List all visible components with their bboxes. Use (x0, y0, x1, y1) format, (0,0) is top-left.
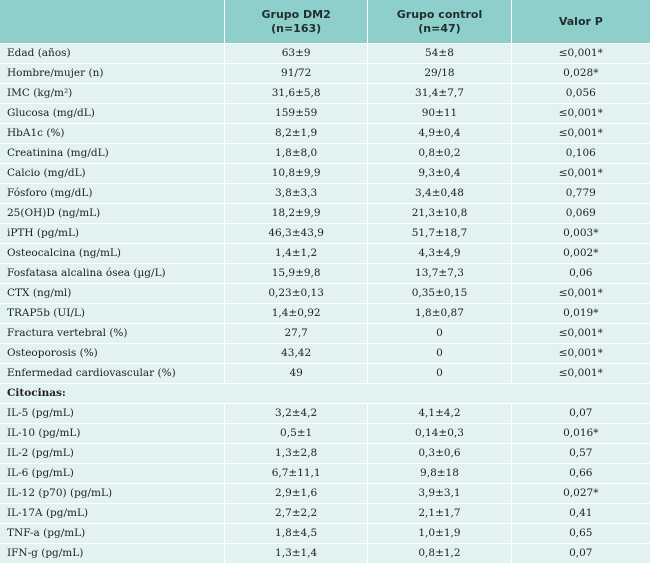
cell-dm2: 18,2±9,9 (224, 204, 367, 223)
cell-dm2: 10,8±9,9 (224, 164, 367, 183)
cell-pvalue: 0,07 (511, 404, 650, 423)
cell-variable: IL-10 (pg/mL) (7, 427, 81, 439)
table-row (0, 484, 650, 504)
cell-dm2: 3,8±3,3 (224, 184, 367, 203)
table-row (0, 244, 650, 264)
cell-dm2: 1,3±2,8 (224, 444, 367, 463)
table-row (0, 44, 650, 64)
table-row (0, 284, 650, 304)
cell-control: 0 (367, 324, 510, 343)
cell-variable: CTX (ng/ml) (7, 287, 72, 299)
cell-dm2: 15,9±9,8 (224, 264, 367, 283)
cell-dm2: 2,7±2,2 (224, 504, 367, 523)
cell-pvalue: ≤0,001* (511, 164, 650, 183)
cell-variable: TNF-a (pg/mL) (7, 527, 86, 539)
cell-dm2: 1,8±8,0 (224, 144, 367, 163)
header-cell-dm2 (224, 0, 367, 43)
cell-dm2: 91/72 (224, 64, 367, 83)
table-row (0, 504, 650, 524)
header-cell-control (367, 0, 510, 43)
cell-variable: Osteoporosis (%) (7, 347, 98, 359)
cell-control (367, 384, 510, 403)
table-row (0, 444, 650, 464)
cell-control: 3,9±3,1 (367, 484, 510, 503)
cell-pvalue: 0,65 (511, 524, 650, 543)
header-cell-variable (0, 0, 224, 43)
cell-variable: IMC (kg/m²) (7, 87, 73, 99)
cell-variable: Fosfatasa alcalina ósea (µg/L) (7, 267, 166, 279)
header-dm2-title: Grupo DM2 (261, 7, 331, 21)
cell-dm2: 43,42 (224, 344, 367, 363)
cell-dm2: 49 (224, 364, 367, 383)
cell-control: 31,4±7,7 (367, 84, 510, 103)
table-row (0, 304, 650, 324)
table-row (0, 124, 650, 144)
cell-variable: Edad (años) (7, 47, 71, 59)
cell-variable: Fractura vertebral (%) (7, 327, 128, 339)
cell-variable: IL-12 (p70) (pg/mL) (7, 487, 113, 499)
table-row (0, 464, 650, 484)
table-header (0, 0, 650, 44)
cell-control: 0,3±0,6 (367, 444, 510, 463)
cell-pvalue: ≤0,001* (511, 104, 650, 123)
cell-pvalue: 0,106 (511, 144, 650, 163)
cell-pvalue: ≤0,001* (511, 364, 650, 383)
cell-dm2: 1,4±0,92 (224, 304, 367, 323)
cell-pvalue: ≤0,001* (511, 344, 650, 363)
cell-control: 0,35±0,15 (367, 284, 510, 303)
cell-control: 2,1±1,7 (367, 504, 510, 523)
cell-control: 90±11 (367, 104, 510, 123)
table-row (0, 344, 650, 364)
cell-control: 13,7±7,3 (367, 264, 510, 283)
cell-pvalue: 0,069 (511, 204, 650, 223)
cell-pvalue: 0,779 (511, 184, 650, 203)
cell-pvalue: 0,056 (511, 84, 650, 103)
table-row (0, 524, 650, 544)
cell-variable: Hombre/mujer (n) (7, 67, 104, 79)
cell-dm2: 8,2±1,9 (224, 124, 367, 143)
cell-pvalue: 0,028* (511, 64, 650, 83)
cell-control: 0,14±0,3 (367, 424, 510, 443)
cell-variable: Calcio (mg/dL) (7, 167, 86, 179)
table-row (0, 424, 650, 444)
cell-dm2: 3,2±4,2 (224, 404, 367, 423)
cell-control: 3,4±0,48 (367, 184, 510, 203)
cell-pvalue: 0,016* (511, 424, 650, 443)
table-body (0, 44, 650, 564)
cell-pvalue (511, 384, 650, 403)
table-row (0, 544, 650, 564)
cell-dm2 (224, 384, 367, 403)
cell-pvalue: ≤0,001* (511, 284, 650, 303)
header-control-title: Grupo control (396, 7, 483, 21)
cell-control: 1,0±1,9 (367, 524, 510, 543)
table-row (0, 404, 650, 424)
cell-control: 54±8 (367, 44, 510, 63)
cell-control: 1,8±0,87 (367, 304, 510, 323)
cell-variable: IL-5 (pg/mL) (7, 407, 74, 419)
cell-variable: Creatinina (mg/dL) (7, 147, 109, 159)
cell-dm2: 0,5±1 (224, 424, 367, 443)
cell-variable: IL-6 (pg/mL) (7, 467, 74, 479)
cell-pvalue: 0,002* (511, 244, 650, 263)
cell-dm2: 31,6±5,8 (224, 84, 367, 103)
cell-dm2: 0,23±0,13 (224, 284, 367, 303)
cell-control: 0 (367, 344, 510, 363)
table-row (0, 364, 650, 384)
cell-pvalue: 0,06 (511, 264, 650, 283)
cell-control: 0,8±0,2 (367, 144, 510, 163)
cell-control: 4,9±0,4 (367, 124, 510, 143)
cell-variable: 25(OH)D (ng/mL) (7, 207, 101, 219)
cell-pvalue: 0,57 (511, 444, 650, 463)
cell-pvalue: 0,027* (511, 484, 650, 503)
cell-variable: Enfermedad cardiovascular (%) (7, 367, 176, 379)
cell-control: 9,8±18 (367, 464, 510, 483)
table-row (0, 324, 650, 344)
table-row (0, 164, 650, 184)
cell-control: 29/18 (367, 64, 510, 83)
cell-pvalue: 0,66 (511, 464, 650, 483)
cell-variable: Glucosa (mg/dL) (7, 107, 95, 119)
cell-dm2: 1,4±1,2 (224, 244, 367, 263)
section-label: Citocinas: (7, 387, 66, 399)
table-row (0, 104, 650, 124)
header-cell-pvalue: Valor P (511, 0, 650, 43)
cell-dm2: 159±59 (224, 104, 367, 123)
table-row (0, 144, 650, 164)
table-row (0, 224, 650, 244)
cell-variable: iPTH (pg/mL) (7, 227, 80, 239)
cell-control: 0,8±1,2 (367, 544, 510, 563)
cell-variable: HbA1c (%) (7, 127, 65, 139)
section-row (0, 384, 650, 404)
cell-variable: IL-17A (pg/mL) (7, 507, 89, 519)
cell-dm2: 2,9±1,6 (224, 484, 367, 503)
cell-variable: IFN-g (pg/mL) (7, 547, 84, 559)
cell-pvalue: 0,07 (511, 544, 650, 563)
cell-variable: Osteocalcina (ng/mL) (7, 247, 121, 259)
cell-control: 51,7±18,7 (367, 224, 510, 243)
cell-pvalue: ≤0,001* (511, 324, 650, 343)
table-row (0, 184, 650, 204)
table-row (0, 64, 650, 84)
cell-control: 21,3±10,8 (367, 204, 510, 223)
cell-control: 9,3±0,4 (367, 164, 510, 183)
cell-dm2: 1,3±1,4 (224, 544, 367, 563)
cell-dm2: 27,7 (224, 324, 367, 343)
cell-pvalue: 0,003* (511, 224, 650, 243)
header-control-n: (n=47) (418, 21, 461, 35)
header-dm2-n: (n=163) (271, 21, 322, 35)
cell-control: 4,1±4,2 (367, 404, 510, 423)
cell-dm2: 63±9 (224, 44, 367, 63)
cell-pvalue: 0,41 (511, 504, 650, 523)
cell-control: 4,3±4,9 (367, 244, 510, 263)
cell-variable: Fósforo (mg/dL) (7, 187, 93, 199)
cell-variable: TRAP5b (UI/L) (7, 307, 85, 319)
cell-pvalue: ≤0,001* (511, 124, 650, 143)
cell-dm2: 6,7±11,1 (224, 464, 367, 483)
table-row (0, 204, 650, 224)
cell-variable: IL-2 (pg/mL) (7, 447, 74, 459)
cell-pvalue: 0,019* (511, 304, 650, 323)
table-row (0, 264, 650, 284)
table-row (0, 84, 650, 104)
cell-control: 0 (367, 364, 510, 383)
cell-pvalue: ≤0,001* (511, 44, 650, 63)
cell-dm2: 1,8±4,5 (224, 524, 367, 543)
cell-dm2: 46,3±43,9 (224, 224, 367, 243)
